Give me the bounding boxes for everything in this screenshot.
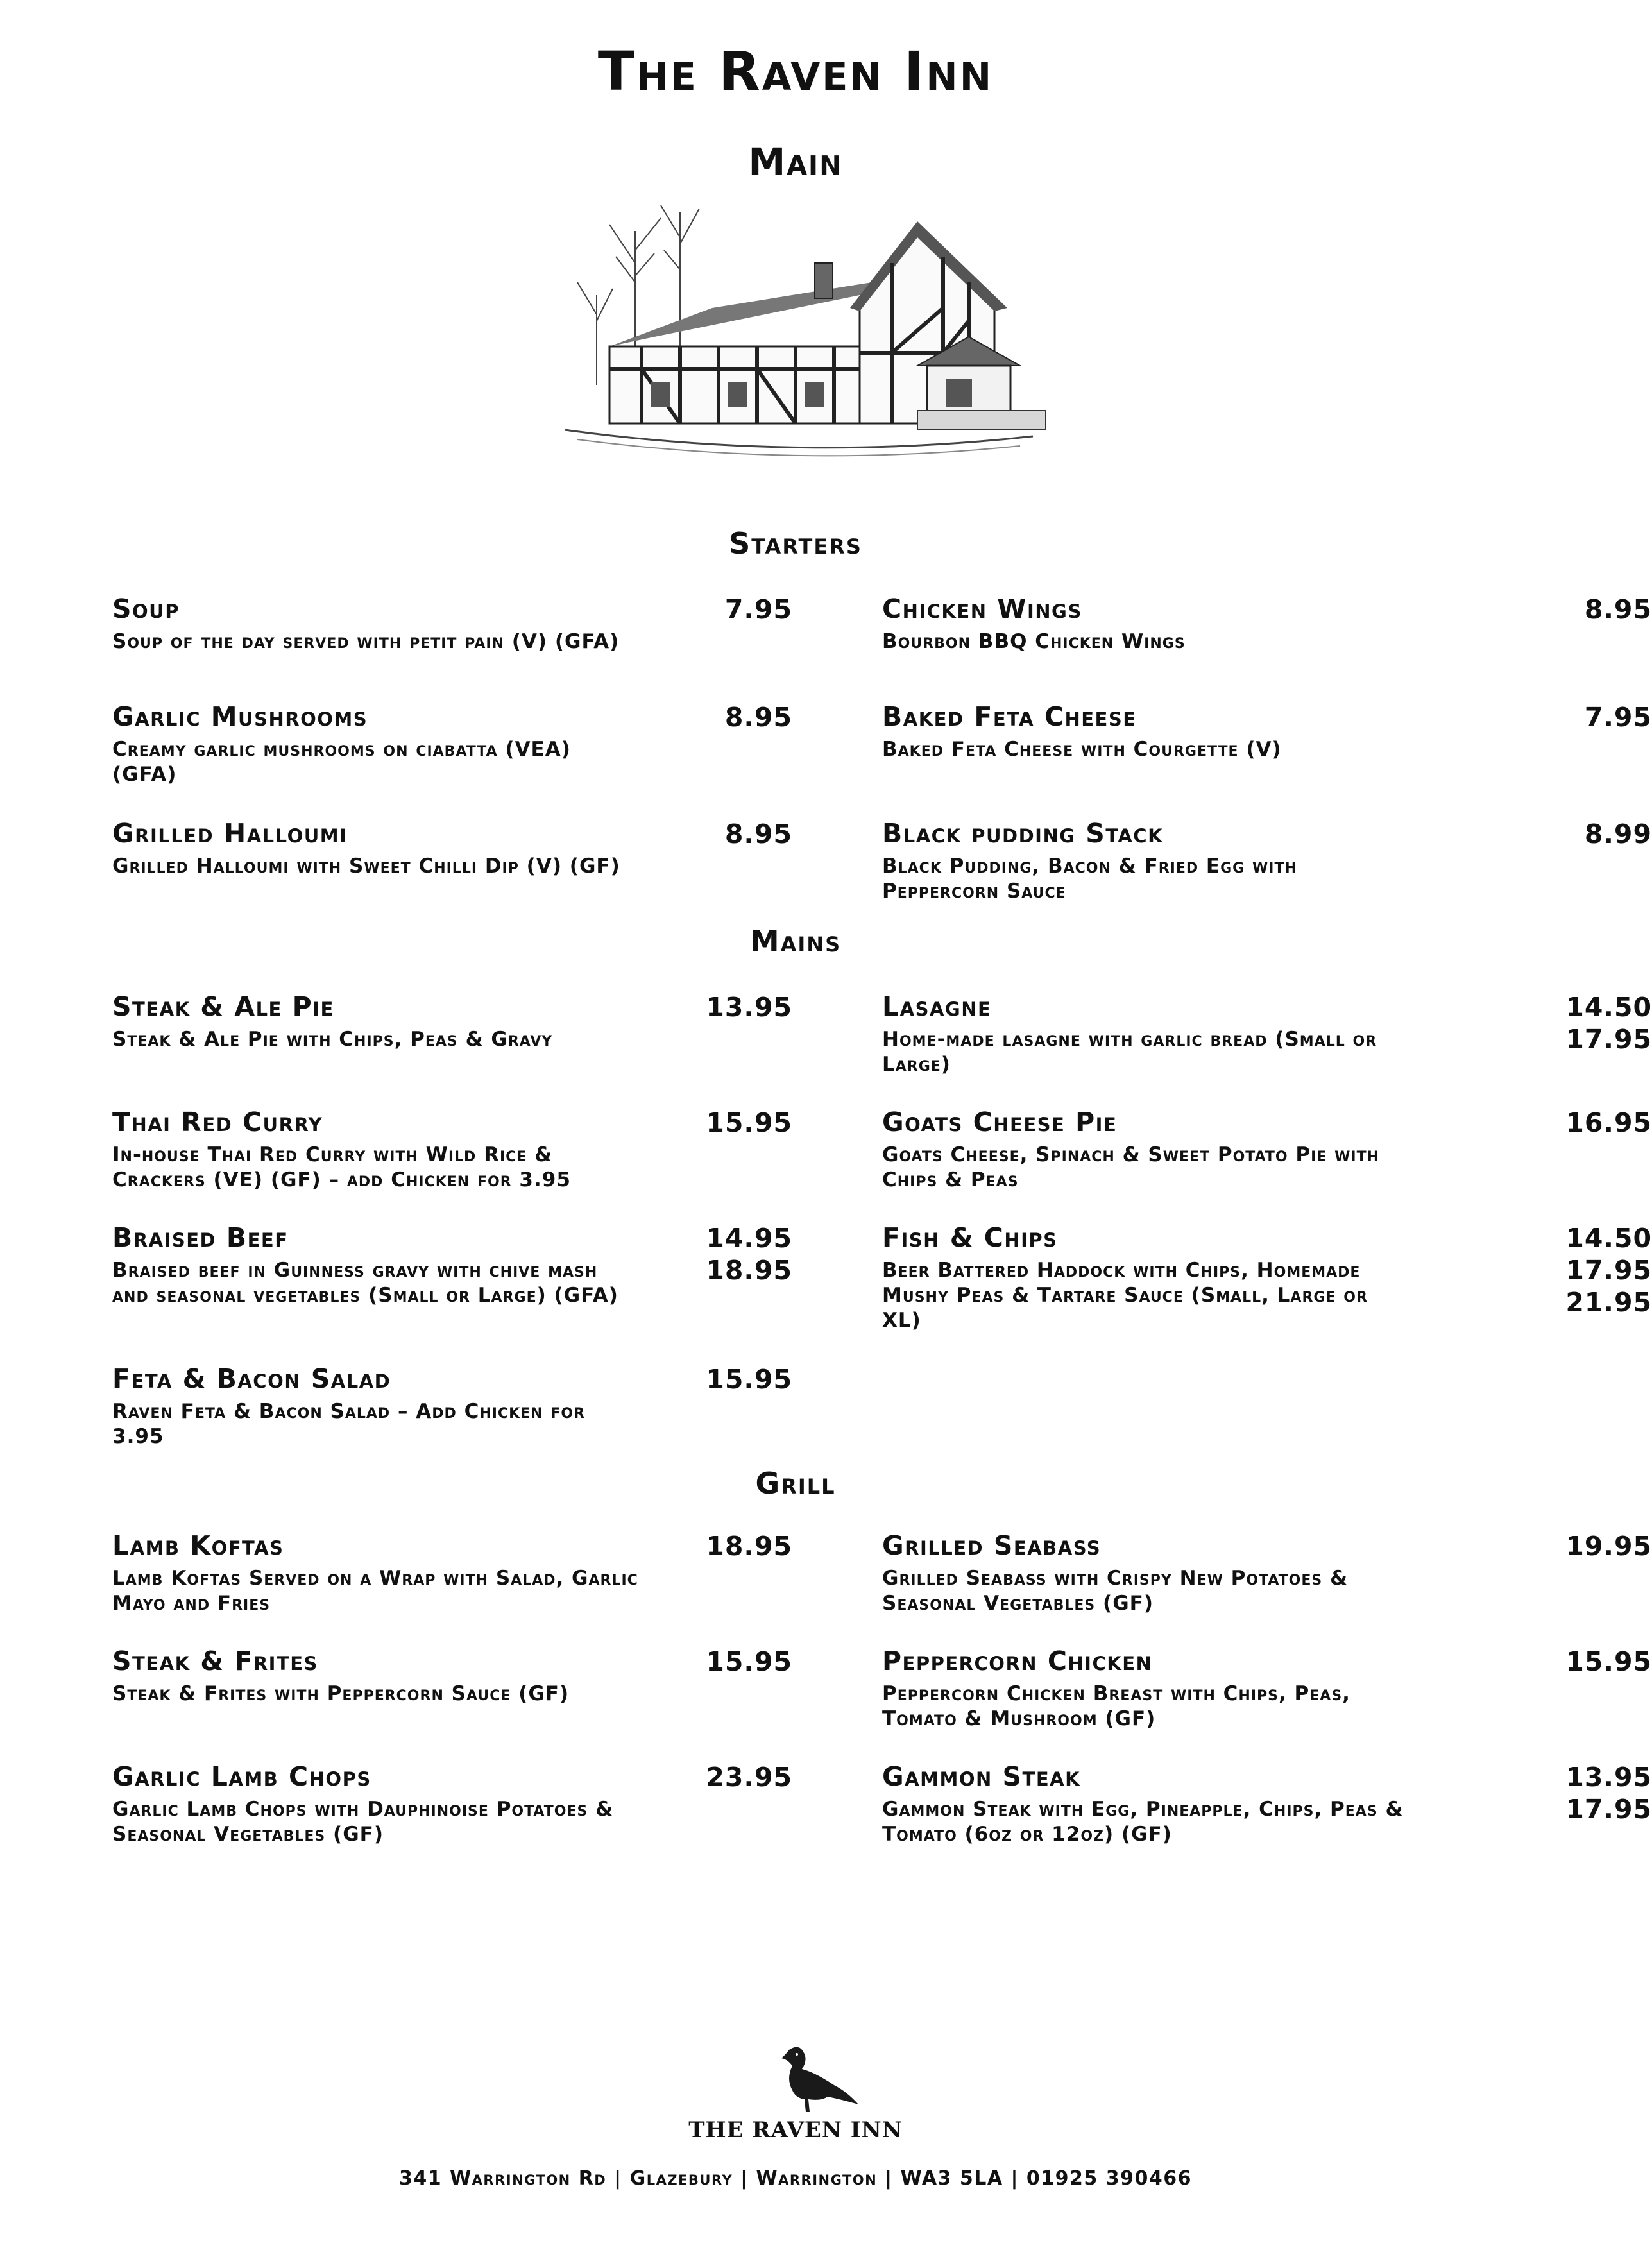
inn-building-drawing <box>558 192 1046 468</box>
item-name: Steak & Frites <box>112 1646 318 1676</box>
item-description: In-house Thai Red Curry with Wild Rice & Crackers (VE) (GF) – add Chicken for 3.95 <box>112 1143 571 1191</box>
item-price: 7.95 <box>1584 702 1652 733</box>
item-price: 23.95 <box>706 1762 792 1793</box>
item-name: Lamb Koftas <box>112 1530 284 1561</box>
item-price: 7.95 <box>724 594 792 625</box>
item-price: 17.95 <box>1565 1794 1652 1825</box>
item-description: Beer Battered Haddock with Chips, Homemade Mushy Peas & Tartare Sauce (Small, Large or XL) <box>882 1259 1368 1332</box>
item-name: Goats Cheese Pie <box>882 1107 1118 1138</box>
item-price: 18.95 <box>706 1531 792 1562</box>
item-description: Gammon Steak with Egg, Pineapple, Chips, Peas & Tomato (6oz or 12oz) (GF) <box>882 1798 1404 1846</box>
item-description: Raven Feta & Bacon Salad – Add Chicken for 3.95 <box>112 1400 586 1448</box>
item-name: Gammon Steak <box>882 1761 1081 1792</box>
item-description: Baked Feta Cheese with Courgette (V) <box>882 738 1282 761</box>
item-name: Garlic Lamb Chops <box>112 1761 371 1792</box>
item-description: Lamb Koftas Served on a Wrap with Salad, Garlic Mayo and Fries <box>112 1567 638 1615</box>
item-price: 17.95 <box>1565 1024 1652 1055</box>
item-price: 19.95 <box>1565 1531 1652 1562</box>
item-name: Garlic Mushrooms <box>112 701 368 732</box>
item-name: Lasagne <box>882 991 992 1022</box>
item-price: 15.95 <box>1565 1646 1652 1677</box>
item-price: 21.95 <box>1565 1287 1652 1318</box>
menu-title: The Raven Inn <box>597 40 994 103</box>
item-price: 15.95 <box>706 1364 792 1395</box>
item-price: 8.99 <box>1584 819 1652 849</box>
item-description: Bourbon BBQ Chicken Wings <box>882 630 1186 653</box>
item-description: Peppercorn Chicken Breast with Chips, Peas, Tomato & Mushroom (GF) <box>882 1682 1350 1730</box>
item-price: 14.50 <box>1565 1223 1652 1254</box>
item-description: Grilled Seabass with Crispy New Potatoes & Seasonal Vegetables (GF) <box>882 1567 1349 1615</box>
item-name: Peppercorn Chicken <box>882 1646 1153 1676</box>
item-name: Steak & Ale Pie <box>112 991 334 1022</box>
footer-address: 341 Warrington Rd | Glazebury | Warrington | WA3 5LA | 01925 390466 <box>399 2167 1192 2190</box>
item-name: Grilled Halloumi <box>112 818 348 849</box>
item-price: 18.95 <box>706 1255 792 1286</box>
item-name: Fish & Chips <box>882 1222 1058 1253</box>
item-name: Baked Feta Cheese <box>882 701 1137 732</box>
item-price: 8.95 <box>724 702 792 733</box>
footer-logo-text: THE RAVEN INN <box>688 2117 903 2143</box>
item-name: Black pudding Stack <box>882 818 1164 849</box>
raven-icon <box>763 2040 860 2117</box>
item-name: Soup <box>112 593 180 624</box>
item-description: Steak & Frites with Peppercorn Sauce (GF) <box>112 1682 570 1705</box>
item-price: 8.95 <box>724 819 792 849</box>
item-description: Creamy garlic mushrooms on ciabatta (VEA) (GFA) <box>112 738 571 786</box>
section-heading-starters: Starters <box>729 526 862 561</box>
item-price: 8.95 <box>1584 594 1652 625</box>
section-heading-mains: Mains <box>749 924 842 959</box>
item-name: Braised Beef <box>112 1222 289 1253</box>
item-price: 15.95 <box>706 1646 792 1677</box>
item-name: Grilled Seabass <box>882 1530 1102 1561</box>
item-price: 13.95 <box>1565 1762 1652 1793</box>
item-price: 15.95 <box>706 1107 792 1138</box>
item-description: Home-made lasagne with garlic bread (Small or Large) <box>882 1028 1377 1076</box>
item-description: Grilled Halloumi with Sweet Chilli Dip (V) (GF) <box>112 855 620 878</box>
item-name: Thai Red Curry <box>112 1107 323 1138</box>
item-description: Garlic Lamb Chops with Dauphinoise Potatoes & Seasonal Vegetables (GF) <box>112 1798 614 1846</box>
section-heading-grill: Grill <box>755 1466 836 1501</box>
item-description: Goats Cheese, Spinach & Sweet Potato Pie with Chips & Peas <box>882 1143 1380 1191</box>
item-description: Soup of the day served with petit pain (V) (GFA) <box>112 630 620 653</box>
item-description: Black Pudding, Bacon & Fried Egg with Peppercorn Sauce <box>882 855 1297 903</box>
item-name: Feta & Bacon Salad <box>112 1363 391 1394</box>
item-description: Braised beef in Guinness gravy with chive mash and seasonal vegetables (Small or Large) (GFA) <box>112 1259 618 1307</box>
menu-subtitle: Main <box>748 140 843 183</box>
item-price: 14.50 <box>1565 992 1652 1023</box>
item-price: 14.95 <box>706 1223 792 1254</box>
item-price: 16.95 <box>1565 1107 1652 1138</box>
item-price: 17.95 <box>1565 1255 1652 1286</box>
item-name: Chicken Wings <box>882 593 1082 624</box>
item-description: Steak & Ale Pie with Chips, Peas & Gravy <box>112 1028 553 1051</box>
item-price: 13.95 <box>706 992 792 1023</box>
